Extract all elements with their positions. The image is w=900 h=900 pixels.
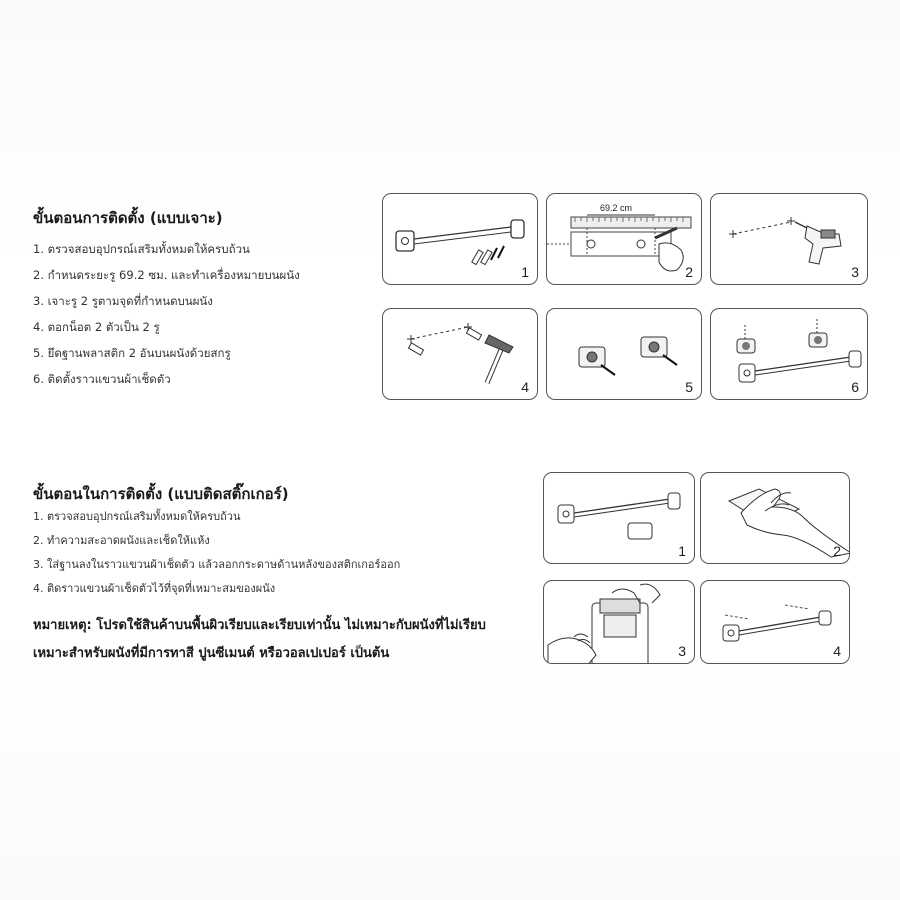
sticker-step-3: 3. ใส่ฐานลงในราวแขวนผ้าเช็ดตัว แล้วลอกกระดาษด้านหลังของสติกเกอร์ออก bbox=[33, 558, 401, 571]
panel-number: 6 bbox=[851, 379, 859, 395]
drill-step-1: 1. ตรวจสอบอุปกรณ์เสริมทั้งหมดให้ครบถ้วน bbox=[33, 242, 250, 256]
towel-bar-accessories-illustration bbox=[383, 194, 538, 285]
panel-number: 1 bbox=[521, 264, 529, 280]
panel-number: 5 bbox=[685, 379, 693, 395]
sticker-panel-3 bbox=[543, 580, 695, 664]
drill-panel-1 bbox=[382, 193, 538, 285]
drill-panel-5 bbox=[546, 308, 702, 400]
panel-number: 2 bbox=[833, 543, 841, 559]
panel-number: 4 bbox=[833, 643, 841, 659]
panel-number: 3 bbox=[851, 264, 859, 280]
drill-panel-3 bbox=[710, 193, 868, 285]
measure-label: 69.2 cm bbox=[600, 203, 633, 213]
peel-sticker-illustration bbox=[544, 581, 695, 664]
drill-section-title: ขั้นตอนการติดตั้ง (แบบเจาะ) bbox=[33, 209, 223, 227]
sticker-section-title: ขั้นตอนในการติดตั้ง (แบบติดสติ๊กเกอร์) bbox=[33, 485, 289, 503]
hammer-anchors-illustration bbox=[383, 309, 538, 400]
sticker-panel-4 bbox=[700, 580, 850, 664]
drill-step-6: 6. ติดตั้งราวแขวนผ้าเช็ดตัว bbox=[33, 372, 171, 386]
sticker-steps-list bbox=[33, 505, 400, 601]
towel-bar-sticker-illustration bbox=[544, 473, 695, 564]
sticker-step-1: 1. ตรวจสอบอุปกรณ์เสริมทั้งหมดให้ครบถ้วน bbox=[33, 510, 241, 523]
note-line-1: หมายเหตุ: โปรดใช้สินค้าบนพื้นผิวเรียบและเรียบเท่านั้น ไม่เหมาะกับผนังที่ไม่เรียบ bbox=[33, 618, 486, 633]
sticker-step-2: 2. ทำความสะอาดผนังและเช็ดให้แห้ง bbox=[33, 534, 210, 547]
sticker-step-4: 4. ติดราวแขวนผ้าเช็ดตัวไว้ที่จุดที่เหมาะสมของผนัง bbox=[33, 582, 276, 595]
note-line-2: เหมาะสำหรับผนังที่มีการทาสี ปูนซีเมนต์ หรือวอลเปเปอร์ เป็นต้น bbox=[33, 646, 390, 661]
panel-number: 3 bbox=[678, 643, 686, 659]
drill-step-4: 4. ตอกน็อต 2 ตัวเป็น 2 รู bbox=[33, 320, 160, 334]
drill-panel-2 bbox=[546, 193, 702, 285]
drill-step-2: 2. กำหนดระยะรู 69.2 ซม. และทำเครื่องหมายบนผนัง bbox=[33, 268, 300, 282]
sticker-panel-2 bbox=[700, 472, 850, 564]
panel-number: 4 bbox=[521, 379, 529, 395]
drill-step-3: 3. เจาะรู 2 รูตามจุดที่กำหนดบนผนัง bbox=[33, 294, 213, 308]
mounted-bar-illustration bbox=[711, 309, 868, 400]
sticker-panel-1 bbox=[543, 472, 695, 564]
drill-illustration bbox=[711, 194, 868, 285]
stick-bar-illustration bbox=[701, 581, 850, 664]
drill-steps-list bbox=[33, 236, 300, 392]
drill-step-5: 5. ยึดฐานพลาสติก 2 อันบนผนังด้วยสกรู bbox=[33, 346, 231, 360]
panel-number: 2 bbox=[685, 264, 693, 280]
screw-bases-illustration bbox=[547, 309, 702, 400]
panel-number: 1 bbox=[678, 543, 686, 559]
drill-panel-6 bbox=[710, 308, 868, 400]
measuring-illustration bbox=[547, 194, 702, 285]
drill-panel-4 bbox=[382, 308, 538, 400]
wipe-wall-illustration bbox=[701, 473, 850, 564]
